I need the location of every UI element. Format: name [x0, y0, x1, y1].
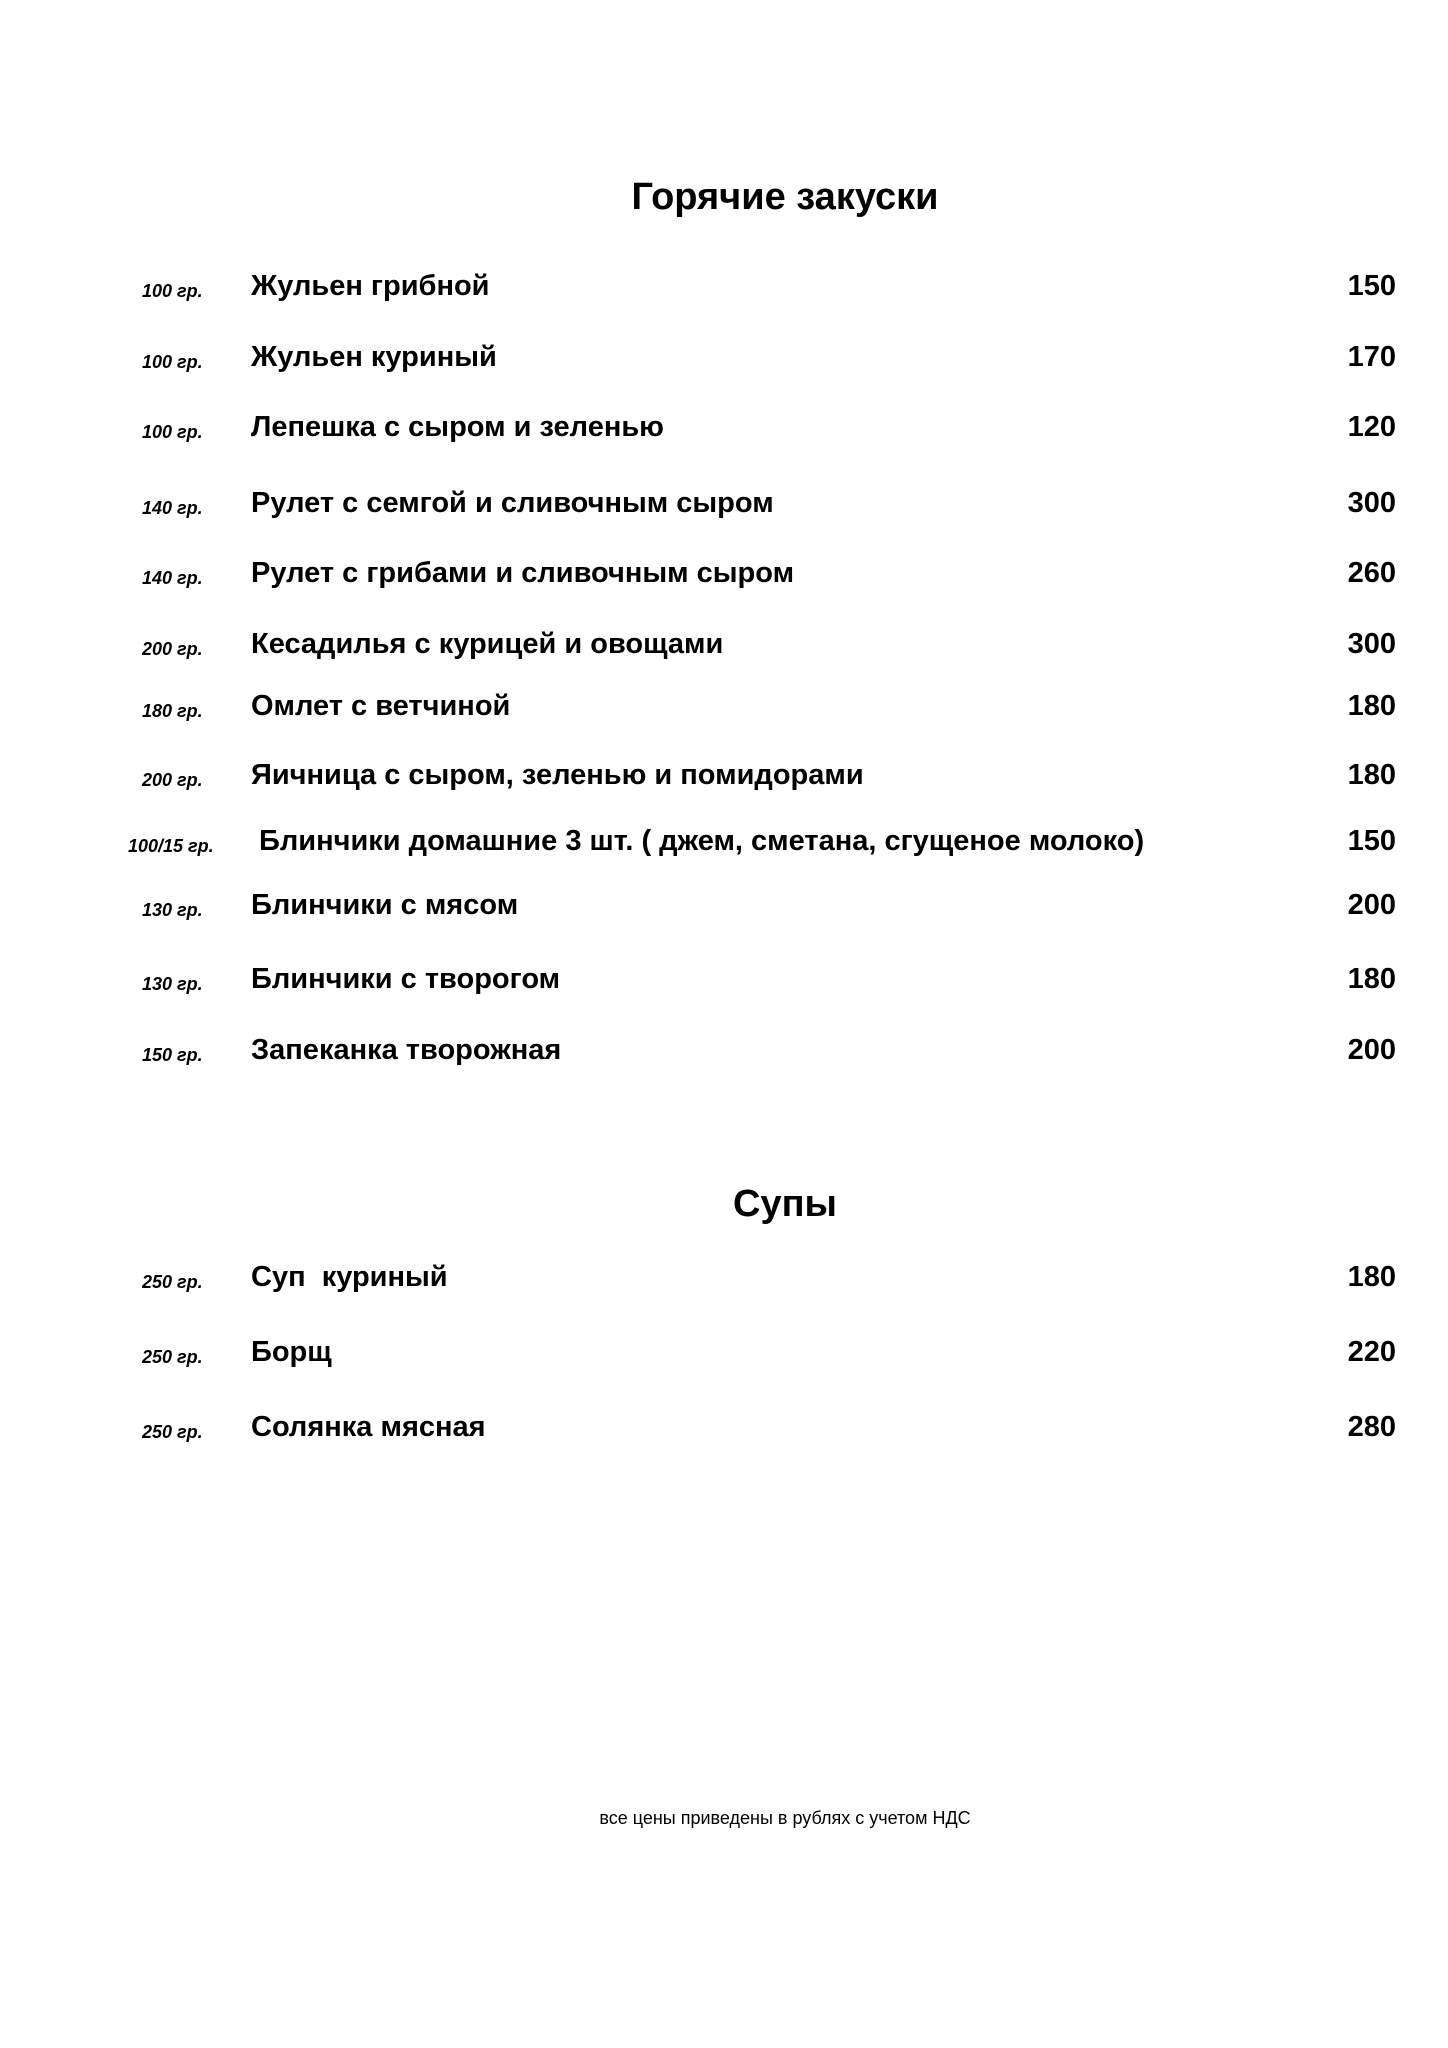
item-price: 180	[1347, 759, 1396, 791]
menu-item	[0, 1259, 1448, 1299]
item-price: 200	[1347, 1034, 1396, 1066]
menu-item	[0, 626, 1448, 666]
item-name: Рулет с семгой и сливочным сыром	[251, 487, 774, 519]
item-weight: 130 гр.	[142, 974, 203, 994]
item-price: 180	[1347, 690, 1396, 722]
item-price: 180	[1347, 963, 1396, 995]
item-name: Запеканка творожная	[251, 1034, 562, 1066]
item-name: Кесадилья с курицей и овощами	[251, 628, 724, 660]
menu-item	[0, 485, 1448, 525]
menu-item	[0, 1409, 1448, 1449]
item-weight: 100 гр.	[142, 422, 203, 442]
item-name: Борщ	[251, 1336, 332, 1368]
item-name: Жульен грибной	[251, 270, 490, 302]
item-weight: 200 гр.	[142, 770, 203, 790]
item-price: 150	[1347, 825, 1396, 857]
item-price: 300	[1347, 628, 1396, 660]
item-name: Блинчики с мясом	[251, 889, 519, 921]
item-price: 170	[1347, 341, 1396, 373]
menu-item	[0, 268, 1448, 308]
item-name: Солянка мясная	[251, 1411, 486, 1443]
item-name: Блинчики с творогом	[251, 963, 561, 995]
item-price: 260	[1347, 557, 1396, 589]
item-weight: 180 гр.	[142, 701, 203, 721]
item-price: 180	[1347, 1261, 1396, 1293]
item-name: Лепешка с сыром и зеленью	[251, 411, 664, 443]
section-title-soups: Супы	[733, 1183, 837, 1225]
item-price: 300	[1347, 487, 1396, 519]
footer-note: все цены приведены в рублях с учетом НДС	[599, 1808, 971, 1828]
item-price: 280	[1347, 1411, 1396, 1443]
item-price: 200	[1347, 889, 1396, 921]
menu-item	[0, 555, 1448, 595]
item-weight: 140 гр.	[142, 498, 203, 518]
item-weight: 250 гр.	[142, 1272, 203, 1292]
menu-item	[0, 961, 1448, 1001]
item-name: Блинчики домашние 3 шт. ( джем, сметана, сгущеное молоко)	[259, 825, 1145, 857]
menu-item	[0, 823, 1448, 863]
item-weight: 250 гр.	[142, 1347, 203, 1367]
item-weight: 100/15 гр.	[128, 836, 214, 856]
item-name: Яичница с сыром, зеленью и помидорами	[251, 759, 864, 791]
item-name: Омлет с ветчиной	[251, 690, 511, 722]
item-name: Жульен куриный	[251, 341, 497, 373]
menu-item	[0, 757, 1448, 797]
item-weight: 100 гр.	[142, 352, 203, 372]
item-price: 150	[1347, 270, 1396, 302]
item-weight: 150 гр.	[142, 1045, 203, 1065]
menu-item	[0, 1032, 1448, 1072]
item-name: Суп куриный	[251, 1261, 448, 1293]
item-price: 120	[1347, 411, 1396, 443]
menu-item	[0, 339, 1448, 379]
menu-item	[0, 409, 1448, 449]
item-weight: 130 гр.	[142, 900, 203, 920]
menu-item	[0, 688, 1448, 728]
item-name: Рулет с грибами и сливочным сыром	[251, 557, 795, 589]
item-weight: 140 гр.	[142, 568, 203, 588]
item-weight: 100 гр.	[142, 281, 203, 301]
item-weight: 200 гр.	[142, 639, 203, 659]
section-title-hot-snacks: Горячие закуски	[631, 176, 939, 218]
item-price: 220	[1347, 1336, 1396, 1368]
menu-item	[0, 887, 1448, 927]
menu-item	[0, 1334, 1448, 1374]
item-weight: 250 гр.	[142, 1422, 203, 1442]
